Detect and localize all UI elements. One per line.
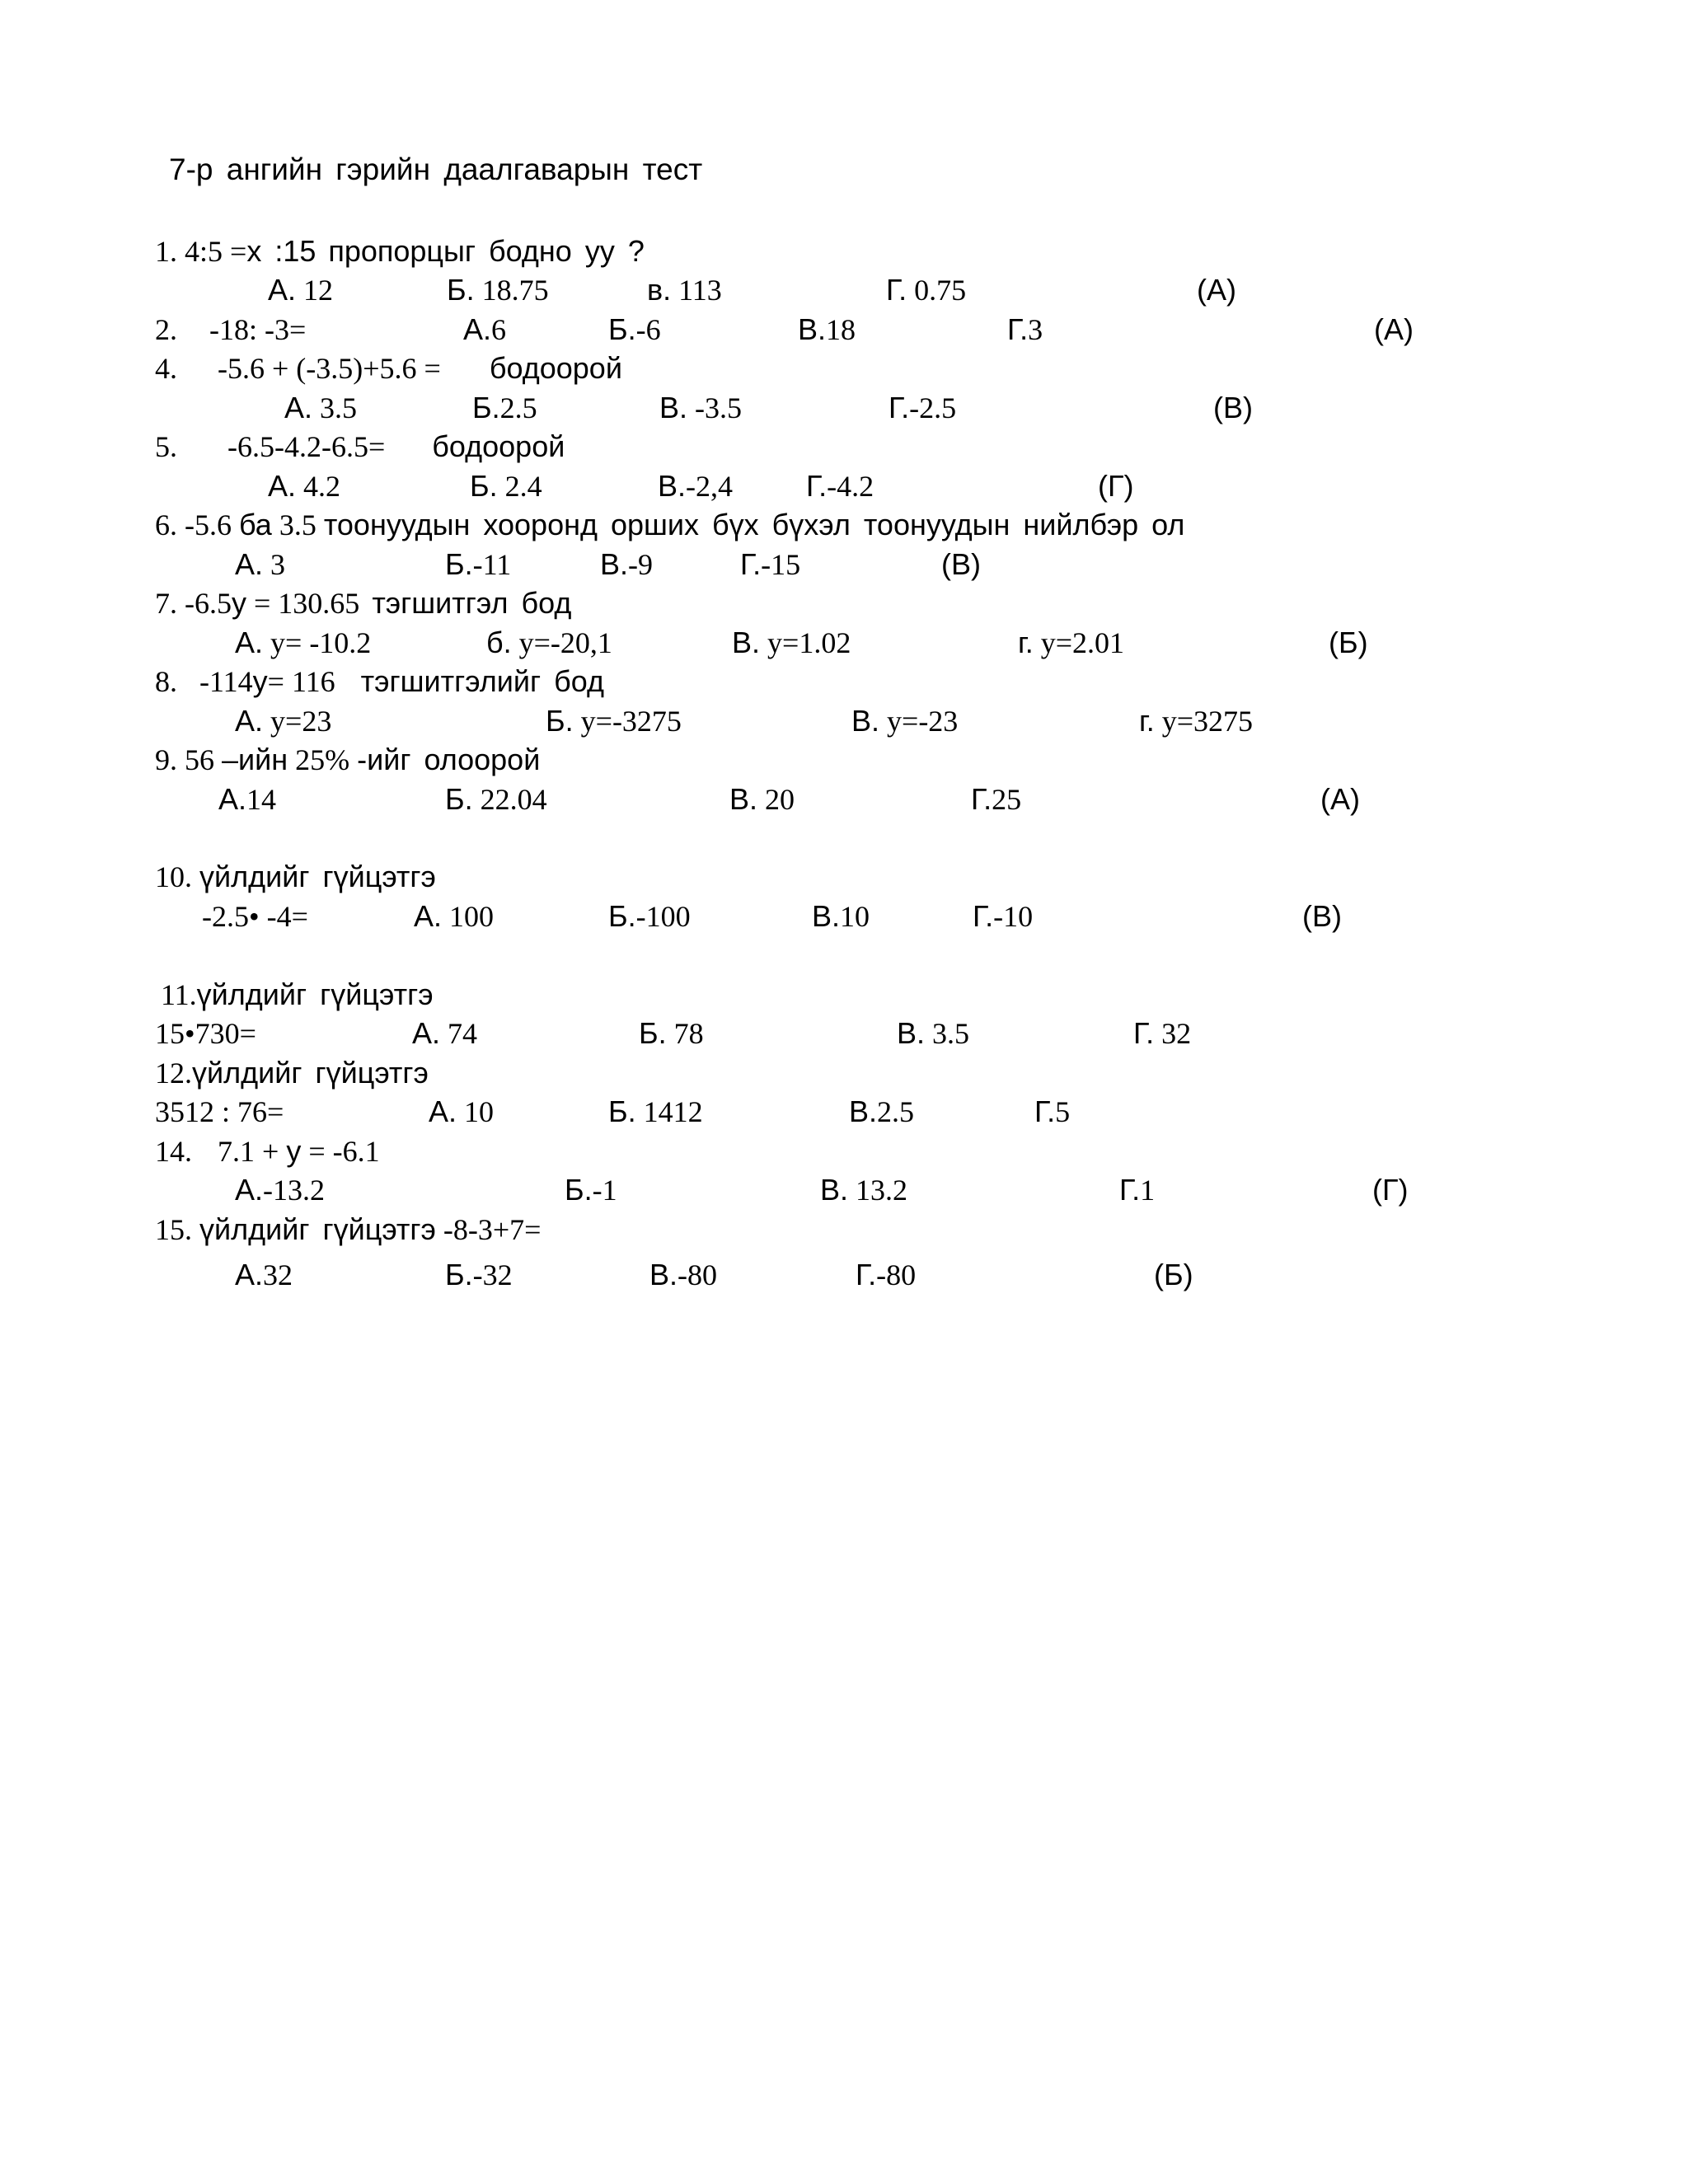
option-d — [973, 898, 1033, 935]
option-letter: В. — [649, 1258, 678, 1291]
option-letter: В. — [849, 1094, 878, 1128]
option-letter: Б. — [472, 391, 500, 424]
option-c — [732, 625, 851, 661]
option-value: -9 — [628, 548, 654, 581]
question-text: ба — [239, 508, 272, 541]
option-value: 5 — [1055, 1095, 1071, 1128]
question-text: пропорцыг бодно уу ? — [328, 234, 645, 268]
option-value: 10 — [840, 900, 870, 933]
option-a — [235, 703, 331, 739]
option-value: -3.5 — [695, 391, 743, 424]
option-letter: г. — [1018, 626, 1034, 659]
question-number: 7. — [155, 587, 177, 620]
question-expression-part: 25% — [295, 743, 350, 776]
option-letter: А. — [463, 312, 492, 346]
option-b — [608, 312, 661, 348]
option-b — [472, 390, 537, 426]
question-7 — [155, 585, 571, 621]
option-value: -10 — [993, 900, 1034, 933]
option-letter: В. — [798, 312, 827, 346]
option-value: -100 — [635, 900, 691, 933]
question-14 — [155, 1133, 380, 1169]
option-value: -4.2 — [827, 470, 874, 503]
option-letter: Б. — [470, 469, 498, 503]
option-letter: Б. — [447, 273, 475, 307]
option-a — [218, 781, 276, 818]
option-value: 2.4 — [504, 470, 542, 503]
option-b — [445, 781, 547, 818]
option-d — [1119, 1172, 1155, 1208]
option-letter: Г. — [856, 1258, 877, 1291]
question-5 — [155, 429, 565, 465]
option-c — [729, 781, 795, 818]
question-expression: 7.1 + — [218, 1135, 279, 1168]
option-d — [856, 1257, 916, 1293]
option-letter: Г. — [806, 469, 828, 503]
question-number: 4. — [155, 352, 177, 385]
option-c — [897, 1015, 969, 1052]
option-value: 6 — [491, 313, 507, 346]
option-letter: В. — [659, 391, 688, 424]
option-letter: Г. — [973, 899, 994, 933]
question-2 — [155, 312, 306, 348]
option-value: y=-3275 — [580, 705, 682, 738]
option-value: -80 — [876, 1258, 917, 1291]
question-expression: -6.5 — [185, 587, 232, 620]
option-c — [600, 546, 653, 583]
option-letter: А. — [284, 391, 313, 424]
option-b — [546, 703, 682, 739]
question-expression: -5.6 + (-3.5)+5.6 = — [218, 352, 441, 385]
option-a — [235, 625, 371, 661]
option-letter: Б. — [608, 312, 636, 346]
answer-key: (А) — [1374, 312, 1414, 346]
option-c — [849, 1094, 914, 1130]
option-letter: А. — [414, 899, 443, 933]
question-text-part: -ийг олоорой — [357, 743, 541, 776]
option-b — [445, 546, 511, 583]
question-expression-part: = 130.65 — [254, 587, 360, 620]
answer-key: (Г) — [1372, 1173, 1409, 1207]
option-a — [235, 1257, 293, 1293]
option-letter: Г. — [971, 782, 992, 816]
option-a — [268, 468, 340, 504]
option-value: -80 — [678, 1258, 718, 1291]
question-4 — [155, 350, 622, 387]
option-value: -2,4 — [686, 470, 734, 503]
option-letter: б. — [486, 626, 512, 659]
question-9 — [155, 742, 540, 778]
option-c — [798, 312, 856, 348]
question-number: 15. — [155, 1213, 192, 1246]
option-a — [235, 1172, 325, 1208]
option-b — [608, 1094, 703, 1130]
option-a — [412, 1015, 477, 1052]
question-variable: у — [286, 1134, 302, 1168]
question-12 — [155, 1055, 429, 1091]
option-letter: В. — [812, 899, 841, 933]
answer-key: (В) — [941, 547, 981, 581]
option-letter: В. — [897, 1016, 926, 1050]
option-value: -13.2 — [263, 1174, 326, 1207]
option-letter: Б. — [445, 782, 473, 816]
question-number: 12. — [155, 1057, 192, 1090]
question-text: үйлдийг гүйцэтгэ — [199, 860, 436, 893]
option-value: -32 — [472, 1258, 513, 1291]
option-a — [284, 390, 357, 426]
option-c — [649, 1257, 717, 1293]
question-number: 14. — [155, 1135, 192, 1168]
option-c — [659, 390, 742, 426]
question-text: үйлдийг гүйцэтгэ — [192, 1056, 429, 1090]
option-value: y=23 — [270, 705, 332, 738]
option-value: 3 — [1028, 313, 1043, 346]
question-15 — [155, 1212, 542, 1248]
option-c — [820, 1172, 907, 1208]
option-letter: Г. — [1007, 312, 1029, 346]
page-title: 7-р ангийн гэрийн даалгаварын тест — [169, 152, 703, 186]
option-letter: А. — [235, 547, 264, 581]
option-value: 22.04 — [480, 783, 547, 816]
option-letter: А. — [235, 704, 264, 738]
question-expression: -8-3+7= — [443, 1213, 542, 1246]
option-letter: А. — [235, 1173, 264, 1207]
answer-key: (В) — [1302, 899, 1342, 933]
option-letter: А. — [235, 1258, 264, 1291]
option-value: y=1.02 — [767, 626, 851, 659]
option-letter: А. — [235, 626, 264, 659]
option-value: y=2.01 — [1040, 626, 1125, 659]
option-letter: В. — [729, 782, 758, 816]
option-value: 100 — [449, 900, 495, 933]
option-c — [647, 272, 722, 308]
option-letter: В. — [600, 547, 629, 581]
question-number: 1. — [155, 235, 177, 268]
option-value: 18 — [826, 313, 856, 346]
answer-key: (А) — [1197, 273, 1236, 307]
question-expression: 56 — [185, 743, 214, 776]
option-letter: В. — [658, 469, 687, 503]
option-d — [1139, 703, 1253, 739]
option-d — [806, 468, 874, 504]
option-d — [1133, 1015, 1191, 1052]
option-a — [414, 898, 494, 935]
answer-key: (А) — [1320, 782, 1360, 816]
option-letter: Г. — [1119, 1173, 1141, 1207]
question-text: тэгшитгэл бод — [372, 586, 572, 620]
option-value: -2.5 — [909, 391, 957, 424]
option-letter: Г. — [889, 391, 910, 424]
question-number: 5. — [155, 430, 177, 463]
question-expression: -18: -3= — [209, 313, 307, 346]
question-number: 8. — [155, 665, 177, 698]
option-b — [486, 625, 612, 661]
option-value: y=-23 — [887, 705, 959, 738]
option-value: -1 — [592, 1174, 617, 1207]
option-letter: г. — [1139, 704, 1155, 738]
option-value: y=3275 — [1161, 705, 1254, 738]
option-value: 1 — [1140, 1174, 1156, 1207]
question-text: үйлдийг гүйцэтгэ — [199, 1212, 436, 1246]
option-d — [1034, 1094, 1070, 1130]
option-value: 2.5 — [499, 391, 537, 424]
option-a — [268, 272, 333, 308]
option-d — [971, 781, 1021, 818]
option-letter: Б. — [546, 704, 574, 738]
question-11 — [161, 977, 434, 1013]
question-variable: у — [252, 664, 268, 698]
question-expression: -6.5-4.2-6.5= — [227, 430, 386, 463]
option-d — [1018, 625, 1124, 661]
option-value: -15 — [761, 548, 801, 581]
option-c — [658, 468, 733, 504]
option-b — [470, 468, 542, 504]
question-expression: 4:5 = — [185, 235, 247, 268]
option-letter: Б. — [445, 547, 473, 581]
option-b — [639, 1015, 704, 1052]
option-letter: А. — [268, 273, 297, 307]
question-expression: 3512 : 76= — [155, 1095, 284, 1128]
option-value: 10 — [464, 1095, 495, 1128]
option-letter: Б. — [445, 1258, 473, 1291]
option-letter: А. — [268, 469, 297, 503]
question-expression: 15•730= — [155, 1017, 256, 1050]
option-value: 13.2 — [856, 1174, 908, 1207]
option-letter: Б. — [608, 899, 636, 933]
option-value: 4.2 — [303, 470, 341, 503]
option-d — [740, 546, 800, 583]
option-letter: Б. — [639, 1016, 667, 1050]
option-letter: Г. — [1133, 1016, 1155, 1050]
answer-key: (Г) — [1098, 469, 1134, 503]
option-value: -11 — [472, 548, 512, 581]
option-value: 12 — [303, 274, 334, 307]
question-number: 9. — [155, 743, 177, 776]
option-b — [565, 1172, 617, 1208]
option-value: y=-20,1 — [518, 626, 612, 659]
answer-key: (Б) — [1154, 1258, 1193, 1291]
question-expression-part: x :15 — [246, 234, 316, 268]
question-1 — [155, 233, 645, 269]
question-expression-part: = -6.1 — [308, 1135, 380, 1168]
question-expression: -2.5• -4= — [202, 900, 308, 933]
question-number: 6. — [155, 509, 177, 541]
option-d — [1007, 312, 1043, 348]
option-value: 3.5 — [320, 391, 358, 424]
question-expression-part: = 116 — [267, 665, 335, 698]
option-value: 1412 — [643, 1095, 703, 1128]
option-letter: В. — [820, 1173, 849, 1207]
option-c — [851, 703, 958, 739]
question-6 — [155, 507, 1184, 543]
question-text-part: тоонуудын хооронд орших бүх бүхэл тоонуудын нийлбэр ол — [323, 508, 1185, 541]
option-value: 74 — [448, 1017, 478, 1050]
option-b — [447, 272, 549, 308]
option-a — [463, 312, 506, 348]
option-value: 2.5 — [877, 1095, 915, 1128]
option-value: 113 — [678, 274, 722, 307]
question-number: 11. — [161, 978, 197, 1011]
option-letter: Г. — [886, 273, 907, 307]
option-value: -6 — [635, 313, 661, 346]
answer-key: (В) — [1213, 391, 1253, 424]
question-text: бодоорой — [489, 351, 622, 385]
question-expression: -5.6 — [185, 509, 232, 541]
option-letter: Б. — [565, 1173, 593, 1207]
question-text: үйлдийг гүйцэтгэ — [196, 977, 434, 1011]
option-value: y= -10.2 — [270, 626, 372, 659]
option-value: 78 — [673, 1017, 704, 1050]
option-letter: А. — [429, 1094, 457, 1128]
option-letter: Г. — [740, 547, 762, 581]
question-expression-part: 3.5 — [279, 509, 316, 541]
question-text: бодоорой — [432, 429, 565, 463]
question-number: 10. — [155, 860, 192, 893]
option-c — [812, 898, 870, 935]
option-letter: В. — [732, 626, 761, 659]
option-b — [608, 898, 691, 935]
option-letter: Б. — [608, 1094, 636, 1128]
question-expression: -114 — [199, 665, 253, 698]
option-value: 0.75 — [914, 274, 967, 307]
option-d — [886, 272, 966, 308]
option-a — [429, 1094, 494, 1130]
option-letter: А. — [412, 1016, 441, 1050]
question-text: –ийн — [222, 743, 288, 776]
question-variable: у — [232, 586, 246, 620]
question-number: 2. — [155, 313, 177, 346]
option-value: 20 — [765, 783, 795, 816]
option-value: 14 — [246, 783, 277, 816]
option-letter: А. — [218, 782, 247, 816]
option-value: 3 — [270, 548, 286, 581]
question-text: тэгшитгэлийг бод — [360, 664, 605, 698]
option-letter: в. — [647, 273, 672, 307]
option-value: 18.75 — [481, 274, 549, 307]
option-value: 3.5 — [932, 1017, 970, 1050]
option-value: 32 — [1161, 1017, 1192, 1050]
answer-key: (Б) — [1329, 626, 1368, 659]
option-letter: В. — [851, 704, 880, 738]
option-b — [445, 1257, 513, 1293]
option-value: 25 — [992, 783, 1022, 816]
question-10 — [155, 859, 436, 895]
question-8 — [155, 663, 604, 700]
option-value: 32 — [263, 1258, 293, 1291]
option-letter: Г. — [1034, 1094, 1056, 1128]
option-a — [235, 546, 285, 583]
option-d — [889, 390, 956, 426]
